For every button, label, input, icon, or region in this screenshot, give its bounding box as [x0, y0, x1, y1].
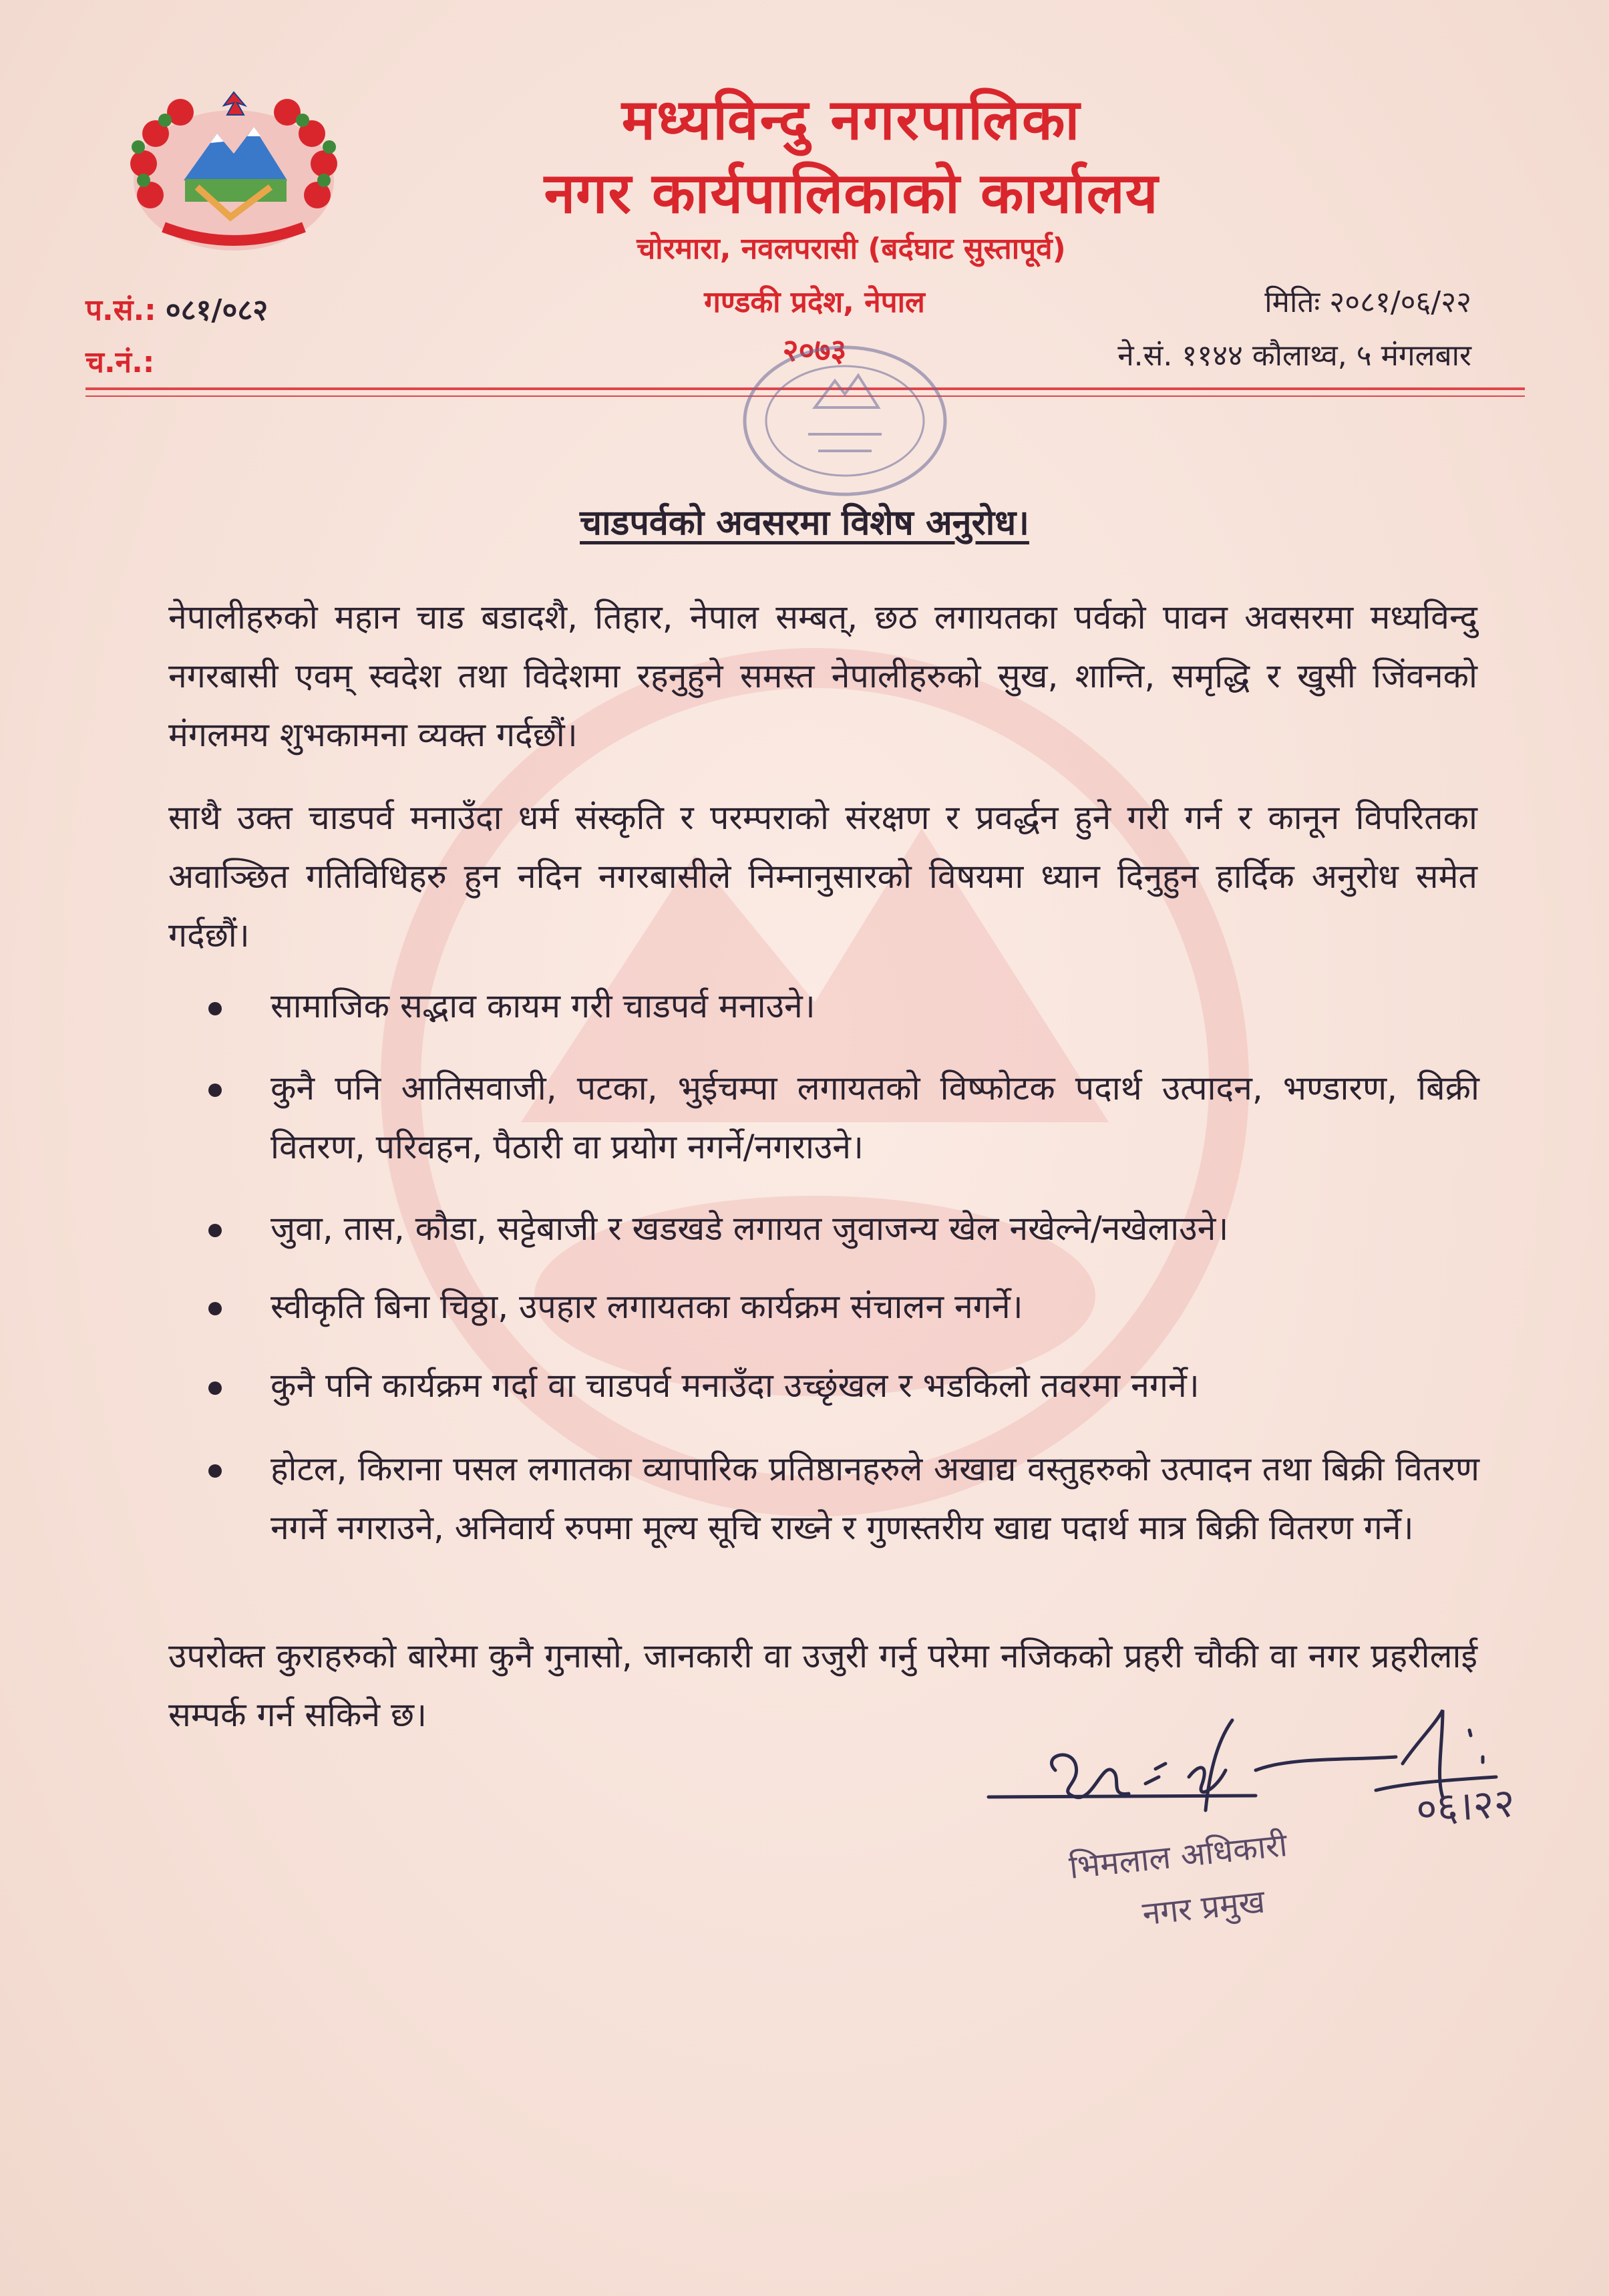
bullet-icon	[208, 1224, 222, 1237]
date-bs: मितिः २०८१/०६/२२	[1264, 285, 1471, 319]
reference-number-value: ०८१/०८२	[165, 293, 269, 327]
list-item: सामाजिक सद्भाव कायम गरी चाडपर्व मनाउने।	[271, 987, 816, 1025]
office-address: चोरमारा, नवलपरासी (बर्दघाट सुस्तापूर्व)	[637, 232, 1066, 266]
paragraph-greeting: नेपालीहरुको महान चाड बडादशै, तिहार, नेपाल सम्बत्, छठ लगायतका पर्वको पावन अवसरमा मध्यविन्दु नगरबासी एवम् स्वदेश तथा विदेशमा रहनुहुने समस्त नेपालीहरुको सुख, शान्ति, समृद्धि र खुसी जिंवनको मंगलमय शुभकामना व्यक्त गर्दछौं।	[168, 598, 1477, 754]
paragraph-request: साथै उक्त चाडपर्व मनाउँदा धर्म संस्कृति र परम्पराको संरक्षण र प्रवर्द्धन हुने गरी गर्न र कानून विपरितका अवाञ्छित गतिविधिहरु हुन नदिन नगरबासीले निम्नानुसारको विषयमा ध्यान दिनुहुन हार्दिक अनुरोध समेत गर्दछौं।	[168, 798, 1477, 955]
bullet-icon	[208, 1464, 222, 1478]
office-name: नगर कार्यपालिकाको कार्यालय	[544, 160, 1159, 226]
reference-number	[85, 289, 268, 329]
list-item: कुनै पनि कार्यक्रम गर्दा वा चाडपर्व मनाउँदा उच्छृंखल र भडकिलो तवरमा नगर्ने।	[271, 1366, 1200, 1405]
dispatch-number-label: च.नं.:	[85, 345, 155, 379]
office-seal-stamp	[735, 334, 955, 508]
bullet-icon	[208, 1302, 222, 1315]
list-item: होटल, किराना पसल लगातका व्यापारिक प्रतिष्ठानहरुले अखाद्य वस्तुहरुको उत्पादन तथा बिक्री वितरण नगर्ने नगराउने, अनिवार्य रुपमा मूल्य सूचि राख्ने र गुणस्तरीय खाद्य पदार्थ मात्र बिक्री वितरण गर्ने।	[271, 1450, 1479, 1547]
bullet-icon	[208, 1084, 222, 1097]
date-nepal-sambat: ने.सं. ११४४ कौलाथ्व, ५ मंगलबार	[1117, 339, 1471, 373]
letter-subject	[0, 498, 1609, 545]
list-item: स्वीकृति बिना चिठ्ठा, उपहार लगायतका कार्यक्रम संचालन नगर्ने।	[271, 1287, 1023, 1326]
list-item: कुनै पनि आतिसवाजी, पटका, भुईचम्पा लगायतको विष्फोटक पदार्थ उत्पादन, भण्डारण, बिक्री वितरण, परिवहन, पैठारी वा प्रयोग नगर्ने/नगराउने।	[271, 1069, 1479, 1166]
bullet-icon	[208, 1381, 222, 1395]
handwritten-signature	[975, 1683, 1576, 2058]
paragraph-contact: उपरोक्त कुराहरुको बारेमा कुनै गुनासो, जानकारी वा उजुरी गर्नु परेमा नजिकको प्रहरी चौकी वा नगर प्रहरीलाई सम्पर्क गर्न सकिने छ।	[168, 1637, 1477, 1734]
dispatch-number	[85, 341, 164, 381]
signatory-title: नगर प्रमुख	[1140, 1882, 1267, 1933]
signature-date: ०६।२२	[1414, 1779, 1517, 1834]
letter-subject-text: चाडपर्वको अवसरमा विशेष अनुरोध।	[580, 503, 1029, 543]
established-year: २०७३	[782, 332, 847, 368]
signatory-name: भिमलाल अधिकारी	[1067, 1826, 1289, 1887]
list-item: जुवा, तास, कौडा, सट्टेबाजी र खडखडे लगायत जुवाजन्य खेल नखेल्ने/नखेलाउने।	[271, 1209, 1229, 1248]
reference-number-label: प.सं.:	[85, 293, 156, 327]
office-province: गण्डकी प्रदेश, नेपाल	[704, 285, 925, 319]
bullet-icon	[208, 1002, 222, 1015]
municipality-name: मध्यविन्दु नगरपालिका	[621, 87, 1081, 152]
